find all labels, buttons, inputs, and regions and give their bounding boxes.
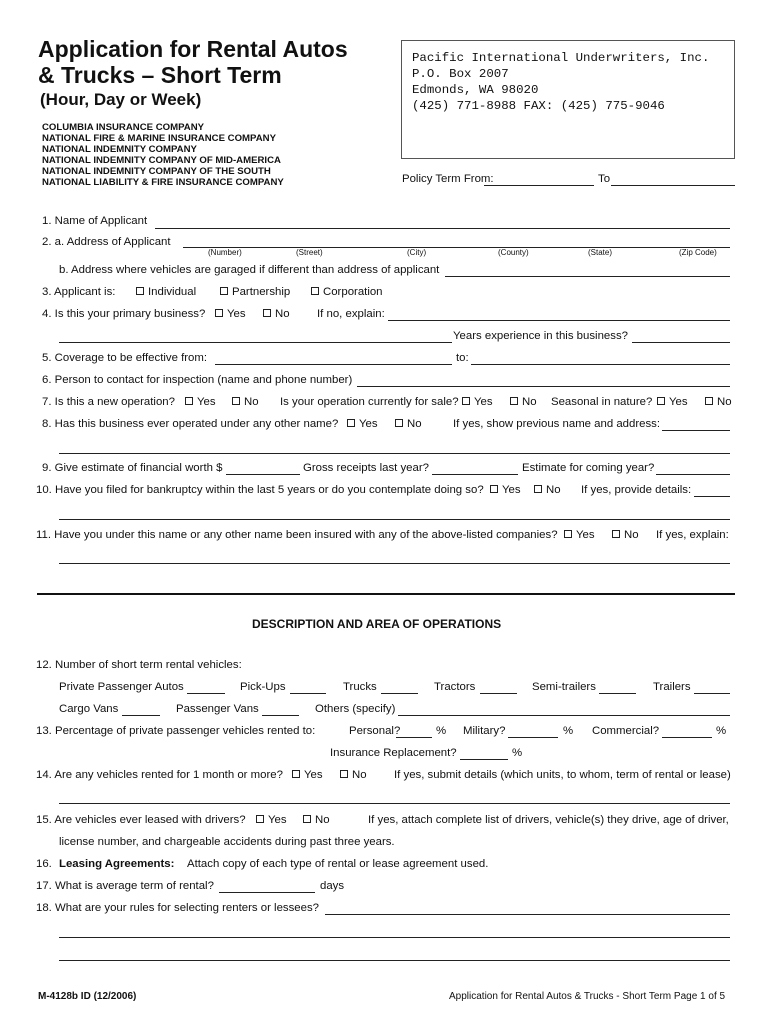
q4-explain-label: If no, explain: [317, 308, 385, 320]
form-title-line1: Application for Rental Autos [38, 36, 348, 62]
checkbox[interactable] [490, 485, 498, 493]
average-rental-term-field[interactable] [219, 892, 315, 893]
q13-label: 13. Percentage of private passenger vehicles rented to: [36, 725, 316, 737]
checkbox[interactable] [311, 287, 319, 295]
q18-label: 18. What are your rules for selecting renters or lessees? [36, 902, 319, 914]
q12-tractors-label: Tractors [434, 681, 476, 693]
checkbox[interactable] [136, 287, 144, 295]
percent-sign: % [716, 725, 727, 737]
option-label: No [315, 814, 330, 826]
q6-label: 6. Person to contact for inspection (name and phone number) [42, 374, 353, 386]
option-label: No [546, 484, 561, 496]
checkbox[interactable] [534, 485, 542, 493]
q10-label: 10. Have you filed for bankruptcy within the last 5 years or do you contemplate doing so? [36, 484, 484, 496]
renter-rules-field-2[interactable] [59, 937, 730, 938]
q12-trucks-label: Trucks [343, 681, 377, 693]
q7-seasonal-yes-option[interactable] [657, 396, 688, 408]
q14-label: 14. Are any vehicles rented for 1 month or more? [36, 769, 283, 781]
option-label: No [624, 529, 639, 541]
percent-sign: % [563, 725, 574, 737]
gross-receipts-field[interactable] [432, 474, 518, 475]
financial-worth-field[interactable] [226, 474, 300, 475]
q11-yes-option[interactable] [564, 529, 595, 541]
policy-term-from-label: Policy Term From: [402, 173, 494, 185]
q4-no-option[interactable] [263, 308, 290, 320]
passenger-vans-count-field[interactable] [262, 715, 299, 716]
private-autos-count-field[interactable] [187, 693, 225, 694]
q10-yes-option[interactable] [490, 484, 521, 496]
company-name: NATIONAL INDEMNITY COMPANY OF MID-AMERICA [42, 155, 281, 166]
q4-label: 4. Is this your primary business? [42, 308, 206, 320]
percent-sign: % [512, 747, 523, 759]
option-label: Corporation [323, 286, 383, 298]
option-label: Yes [474, 396, 493, 408]
q12-pickups-label: Pick-Ups [240, 681, 286, 693]
q7-sale-no-option[interactable] [510, 396, 537, 408]
option-label: Yes [268, 814, 287, 826]
option-label: Yes [359, 418, 378, 430]
address-number-caption: (Number) [208, 248, 242, 257]
q7-sale-yes-option[interactable] [462, 396, 493, 408]
q11-label: 11. Have you under this name or any other name been insured with any of the above-listed companies? [36, 529, 558, 541]
garage-address-field[interactable] [445, 276, 730, 277]
previous-name-field-2[interactable] [59, 453, 730, 454]
option-label: No [275, 308, 290, 320]
address-state-caption: (State) [588, 248, 613, 257]
q12-others-label: Others (specify) [315, 703, 396, 715]
checkbox[interactable] [612, 530, 620, 538]
option-label: Yes [304, 769, 323, 781]
coverage-to-field[interactable] [471, 364, 730, 365]
q7-yes-option[interactable] [185, 396, 216, 408]
option-label: No [407, 418, 422, 430]
q10-no-option[interactable] [534, 484, 561, 496]
checkbox[interactable] [395, 419, 403, 427]
checkbox[interactable] [220, 287, 228, 295]
q1-label: 1. Name of Applicant [42, 215, 148, 227]
q8-prev-label: If yes, show previous name and address: [453, 418, 661, 430]
military-percent-field[interactable] [508, 737, 558, 738]
form-id: M-4128b ID (12/2006) [38, 991, 137, 1002]
q17-label: 17. What is average term of rental? [36, 880, 214, 892]
checkbox[interactable] [303, 815, 311, 823]
checkbox[interactable] [705, 397, 713, 405]
cargo-vans-count-field[interactable] [122, 715, 160, 716]
q13-military-label: Military? [463, 725, 506, 737]
prior-insurance-explain-field[interactable] [59, 563, 730, 564]
option-label: No [352, 769, 367, 781]
q9-estimate-label: Estimate for coming year? [522, 462, 655, 474]
q4-years-label: Years experience in this business? [453, 330, 628, 342]
address-city-caption: (City) [407, 248, 427, 257]
bankruptcy-details-field[interactable] [694, 496, 730, 497]
others-specify-field[interactable] [398, 715, 730, 716]
agency-name: Pacific International Underwriters, Inc. [412, 51, 710, 65]
checkbox[interactable] [232, 397, 240, 405]
renter-rules-field-3[interactable] [59, 960, 730, 961]
option-label: No [717, 396, 732, 408]
q7-seasonal-label: Seasonal in nature? [551, 396, 653, 408]
q9-gross-label: Gross receipts last year? [303, 462, 429, 474]
q3-individual-option[interactable] [136, 286, 196, 298]
q4-yes-option[interactable] [215, 308, 246, 320]
q5-label: 5. Coverage to be effective from: [42, 352, 208, 364]
policy-term-to-label: To [598, 173, 611, 185]
checkbox[interactable] [292, 770, 300, 778]
option-label: No [522, 396, 537, 408]
long-term-rental-details-field[interactable] [59, 803, 730, 804]
previous-name-field[interactable] [662, 430, 730, 431]
q12-trailers-label: Trailers [653, 681, 691, 693]
q12-label: 12. Number of short term rental vehicles: [36, 659, 242, 671]
q2a-label: 2. a. Address of Applicant [42, 236, 171, 248]
checkbox[interactable] [657, 397, 665, 405]
bankruptcy-details-field-2[interactable] [59, 519, 730, 520]
checkbox[interactable] [340, 770, 348, 778]
checkbox[interactable] [263, 309, 271, 317]
q16-text: Attach copy of each type of rental or lease agreement used. [187, 858, 489, 870]
inspection-contact-field[interactable] [357, 386, 730, 387]
page-footer: Application for Rental Autos & Trucks - Short Term Page 1 of 5 [449, 991, 726, 1002]
q10-details-label: If yes, provide details: [581, 484, 692, 496]
q8-no-option[interactable] [395, 418, 422, 430]
checkbox[interactable] [347, 419, 355, 427]
q15-label: 15. Are vehicles ever leased with drivers? [36, 814, 246, 826]
q13-insurance-label: Insurance Replacement? [330, 747, 457, 759]
q15-continued-label: license number, and chargeable accidents during past three years. [59, 836, 395, 848]
q15-attach-label: If yes, attach complete list of drivers, vehicle(s) they drive, age of driver, [368, 814, 729, 826]
section-heading: DESCRIPTION AND AREA OF OPERATIONS [252, 617, 502, 631]
years-experience-field[interactable] [632, 342, 730, 343]
applicant-name-field[interactable] [155, 228, 730, 229]
q7-no-option[interactable] [232, 396, 259, 408]
policy-term-from-field[interactable] [484, 185, 594, 186]
q15-yes-option[interactable] [256, 814, 287, 826]
q4-explain-field-2[interactable] [59, 342, 452, 343]
company-name: NATIONAL INDEMNITY COMPANY OF THE SOUTH [42, 166, 271, 177]
checkbox[interactable] [510, 397, 518, 405]
q13-commercial-label: Commercial? [592, 725, 660, 737]
company-name: NATIONAL INDEMNITY COMPANY [42, 144, 197, 155]
agency-box [401, 40, 735, 159]
insurance-replacement-percent-field[interactable] [460, 759, 508, 760]
semi-trailers-count-field[interactable] [599, 693, 636, 694]
option-label: Yes [502, 484, 521, 496]
policy-term-to-field[interactable] [611, 185, 735, 186]
q7-label: 7. Is this a new operation? [42, 396, 175, 408]
trailers-count-field[interactable] [694, 693, 730, 694]
q13-personal-label: Personal? [349, 725, 401, 737]
option-label: Yes [669, 396, 688, 408]
q3-partnership-option[interactable] [220, 286, 290, 298]
checkbox[interactable] [185, 397, 193, 405]
address-county-caption: (County) [498, 248, 529, 257]
applicant-address-field[interactable] [183, 247, 730, 248]
q2b-label: b. Address where vehicles are garaged if different than address of applicant [59, 264, 440, 276]
trucks-count-field[interactable] [381, 693, 418, 694]
checkbox[interactable] [564, 530, 572, 538]
option-label: Yes [576, 529, 595, 541]
percent-sign: % [436, 725, 447, 737]
form-subtitle: (Hour, Day or Week) [40, 90, 202, 109]
q7-seasonal-no-option[interactable] [705, 396, 732, 408]
address-zip-caption: (Zip Code) [679, 248, 717, 257]
option-label: Yes [227, 308, 246, 320]
q11-explain-label: If yes, explain: [656, 529, 729, 541]
tractors-count-field[interactable] [480, 693, 517, 694]
q7-sale-label: Is your operation currently for sale? [280, 396, 459, 408]
coverage-from-field[interactable] [215, 364, 452, 365]
pickups-count-field[interactable] [290, 693, 326, 694]
checkbox[interactable] [256, 815, 264, 823]
q8-yes-option[interactable] [347, 418, 378, 430]
company-name: NATIONAL FIRE & MARINE INSURANCE COMPANY [42, 133, 276, 144]
q8-label: 8. Has this business ever operated under any other name? [42, 418, 339, 430]
company-name: NATIONAL LIABILITY & FIRE INSURANCE COMPANY [42, 177, 284, 188]
q4-explain-field[interactable] [388, 320, 730, 321]
q12-cargo-label: Cargo Vans [59, 703, 119, 715]
q14-details-label: If yes, submit details (which units, to whom, term of rental or lease) [394, 769, 731, 781]
company-list [42, 122, 284, 188]
q3-label: 3. Applicant is: [42, 286, 116, 298]
q9-label: 9. Give estimate of financial worth $ [42, 462, 223, 474]
company-name: COLUMBIA INSURANCE COMPANY [42, 122, 205, 133]
renter-rules-field[interactable] [325, 914, 730, 915]
agency-phone: (425) 771-8988 FAX: (425) 775-9046 [412, 99, 665, 113]
q12-passenger-label: Passenger Vans [176, 703, 259, 715]
q16-number: 16. [36, 858, 52, 870]
q12-semi-label: Semi-trailers [532, 681, 596, 693]
commercial-percent-field[interactable] [662, 737, 712, 738]
q3-corporation-option[interactable] [311, 286, 383, 298]
section-divider [37, 593, 735, 595]
q14-no-option[interactable] [340, 769, 367, 781]
option-label: Yes [197, 396, 216, 408]
q12-private-label: Private Passenger Autos [59, 681, 184, 693]
q15-no-option[interactable] [303, 814, 330, 826]
option-label: Individual [148, 286, 197, 298]
checkbox[interactable] [215, 309, 223, 317]
q16-bold-label: Leasing Agreements: [59, 858, 175, 870]
address-street-caption: (Street) [296, 248, 323, 257]
q11-no-option[interactable] [612, 529, 639, 541]
q17-days-label: days [320, 880, 345, 892]
q5-to-label: to: [456, 352, 469, 364]
agency-city: Edmonds, WA 98020 [412, 83, 539, 97]
option-label: Partnership [232, 286, 291, 298]
form-title-line2: & Trucks – Short Term [38, 62, 282, 88]
checkbox[interactable] [462, 397, 470, 405]
agency-po-box: P.O. Box 2007 [412, 67, 509, 81]
personal-percent-field[interactable] [396, 737, 432, 738]
option-label: No [244, 396, 259, 408]
estimate-coming-year-field[interactable] [656, 474, 730, 475]
q14-yes-option[interactable] [292, 769, 323, 781]
